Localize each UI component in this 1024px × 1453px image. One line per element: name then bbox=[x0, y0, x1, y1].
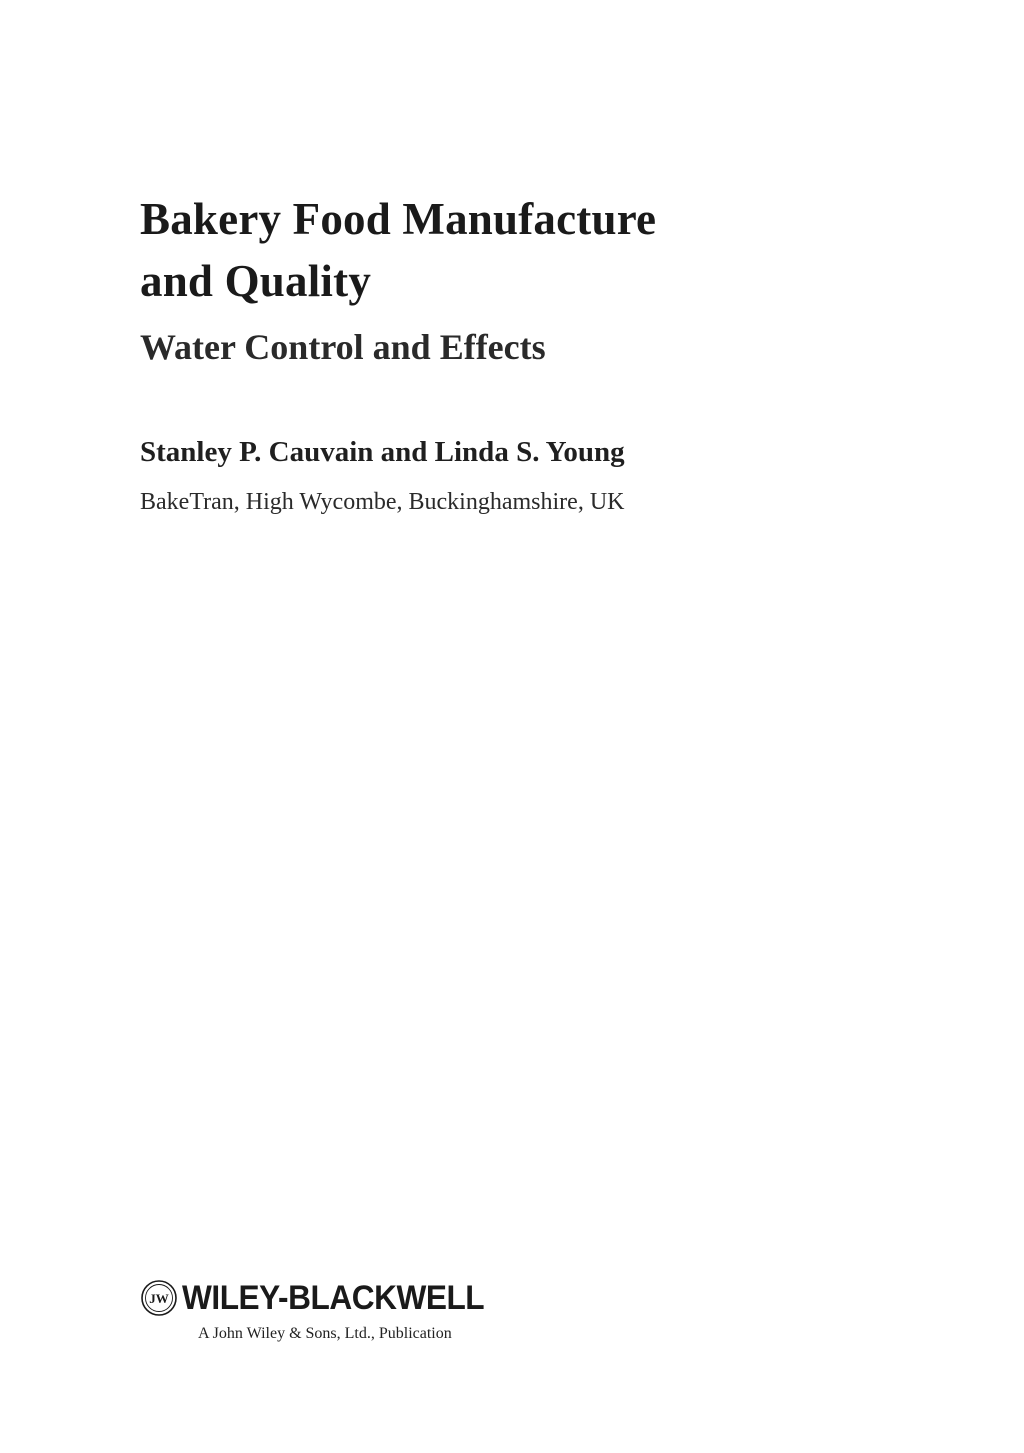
book-subtitle: Water Control and Effects bbox=[140, 327, 546, 367]
book-title-line-1: Bakery Food Manufacture bbox=[140, 194, 657, 244]
publisher-tagline: A John Wiley & Sons, Ltd., Publication bbox=[198, 1325, 452, 1342]
book-authors: Stanley P. Cauvain and Linda S. Young bbox=[140, 436, 625, 468]
book-title-line-2: and Quality bbox=[140, 256, 372, 306]
author-affiliation: BakeTran, High Wycombe, Buckinghamshire, UK bbox=[140, 489, 625, 515]
wiley-seal-letters: JW bbox=[149, 1291, 169, 1306]
publisher-logo bbox=[140, 1278, 540, 1318]
publisher-imprint bbox=[140, 1278, 540, 1342]
book-title bbox=[140, 188, 656, 312]
wiley-seal-icon bbox=[140, 1279, 178, 1317]
publisher-name: WILEY-BLACKWELL bbox=[182, 1279, 485, 1317]
